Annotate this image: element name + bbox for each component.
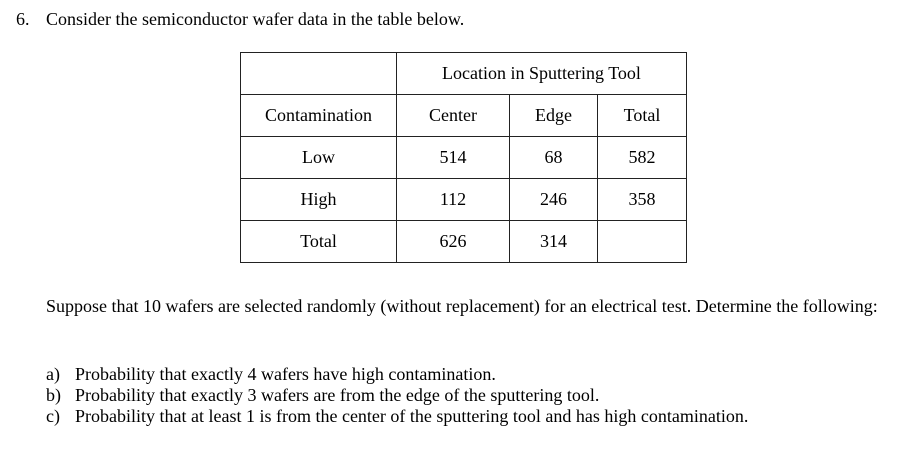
- cell-high-edge: 246: [510, 179, 598, 221]
- table-column-header-row: [241, 95, 687, 137]
- cell-total-edge: 314: [510, 221, 598, 263]
- row-label-low: Low: [241, 137, 397, 179]
- table-group-header-row: [241, 53, 687, 95]
- part-text: Probability that at least 1 is from the center of the sputtering tool and has high contamination.: [75, 406, 749, 426]
- part-label: b): [46, 385, 61, 405]
- cell-low-center: 514: [397, 137, 510, 179]
- column-header-edge: Edge: [510, 95, 598, 137]
- wafer-data-table: [240, 52, 687, 263]
- part-a: [46, 364, 748, 385]
- cell-low-total: 582: [598, 137, 687, 179]
- table-row: [241, 137, 687, 179]
- row-label-total: Total: [241, 221, 397, 263]
- part-text: Probability that exactly 4 wafers have high contamination.: [75, 364, 496, 384]
- question-heading: [16, 9, 464, 30]
- row-label-high: High: [241, 179, 397, 221]
- cell-high-center: 112: [397, 179, 510, 221]
- table-corner-cell: [241, 53, 397, 95]
- table-row: [241, 179, 687, 221]
- part-b: [46, 385, 748, 406]
- cell-total-center: 626: [397, 221, 510, 263]
- problem-intro: Suppose that 10 wafers are selected randomly (without replacement) for an electrical test. Determine the following:: [46, 296, 878, 316]
- column-header-center: Center: [397, 95, 510, 137]
- location-group-header: Location in Sputtering Tool: [397, 53, 687, 95]
- column-header-total: Total: [598, 95, 687, 137]
- part-label: a): [46, 364, 60, 384]
- question-number: 6.: [16, 9, 30, 29]
- cell-high-total: 358: [598, 179, 687, 221]
- contamination-header: Contamination: [241, 95, 397, 137]
- part-c: [46, 406, 748, 427]
- problem-parts-list: [46, 364, 748, 427]
- part-text: Probability that exactly 3 wafers are from the edge of the sputtering tool.: [75, 385, 600, 405]
- cell-low-edge: 68: [510, 137, 598, 179]
- table-row: [241, 221, 687, 263]
- cell-total-total: [598, 221, 687, 263]
- part-label: c): [46, 406, 60, 426]
- question-text: Consider the semiconductor wafer data in the table below.: [46, 9, 465, 29]
